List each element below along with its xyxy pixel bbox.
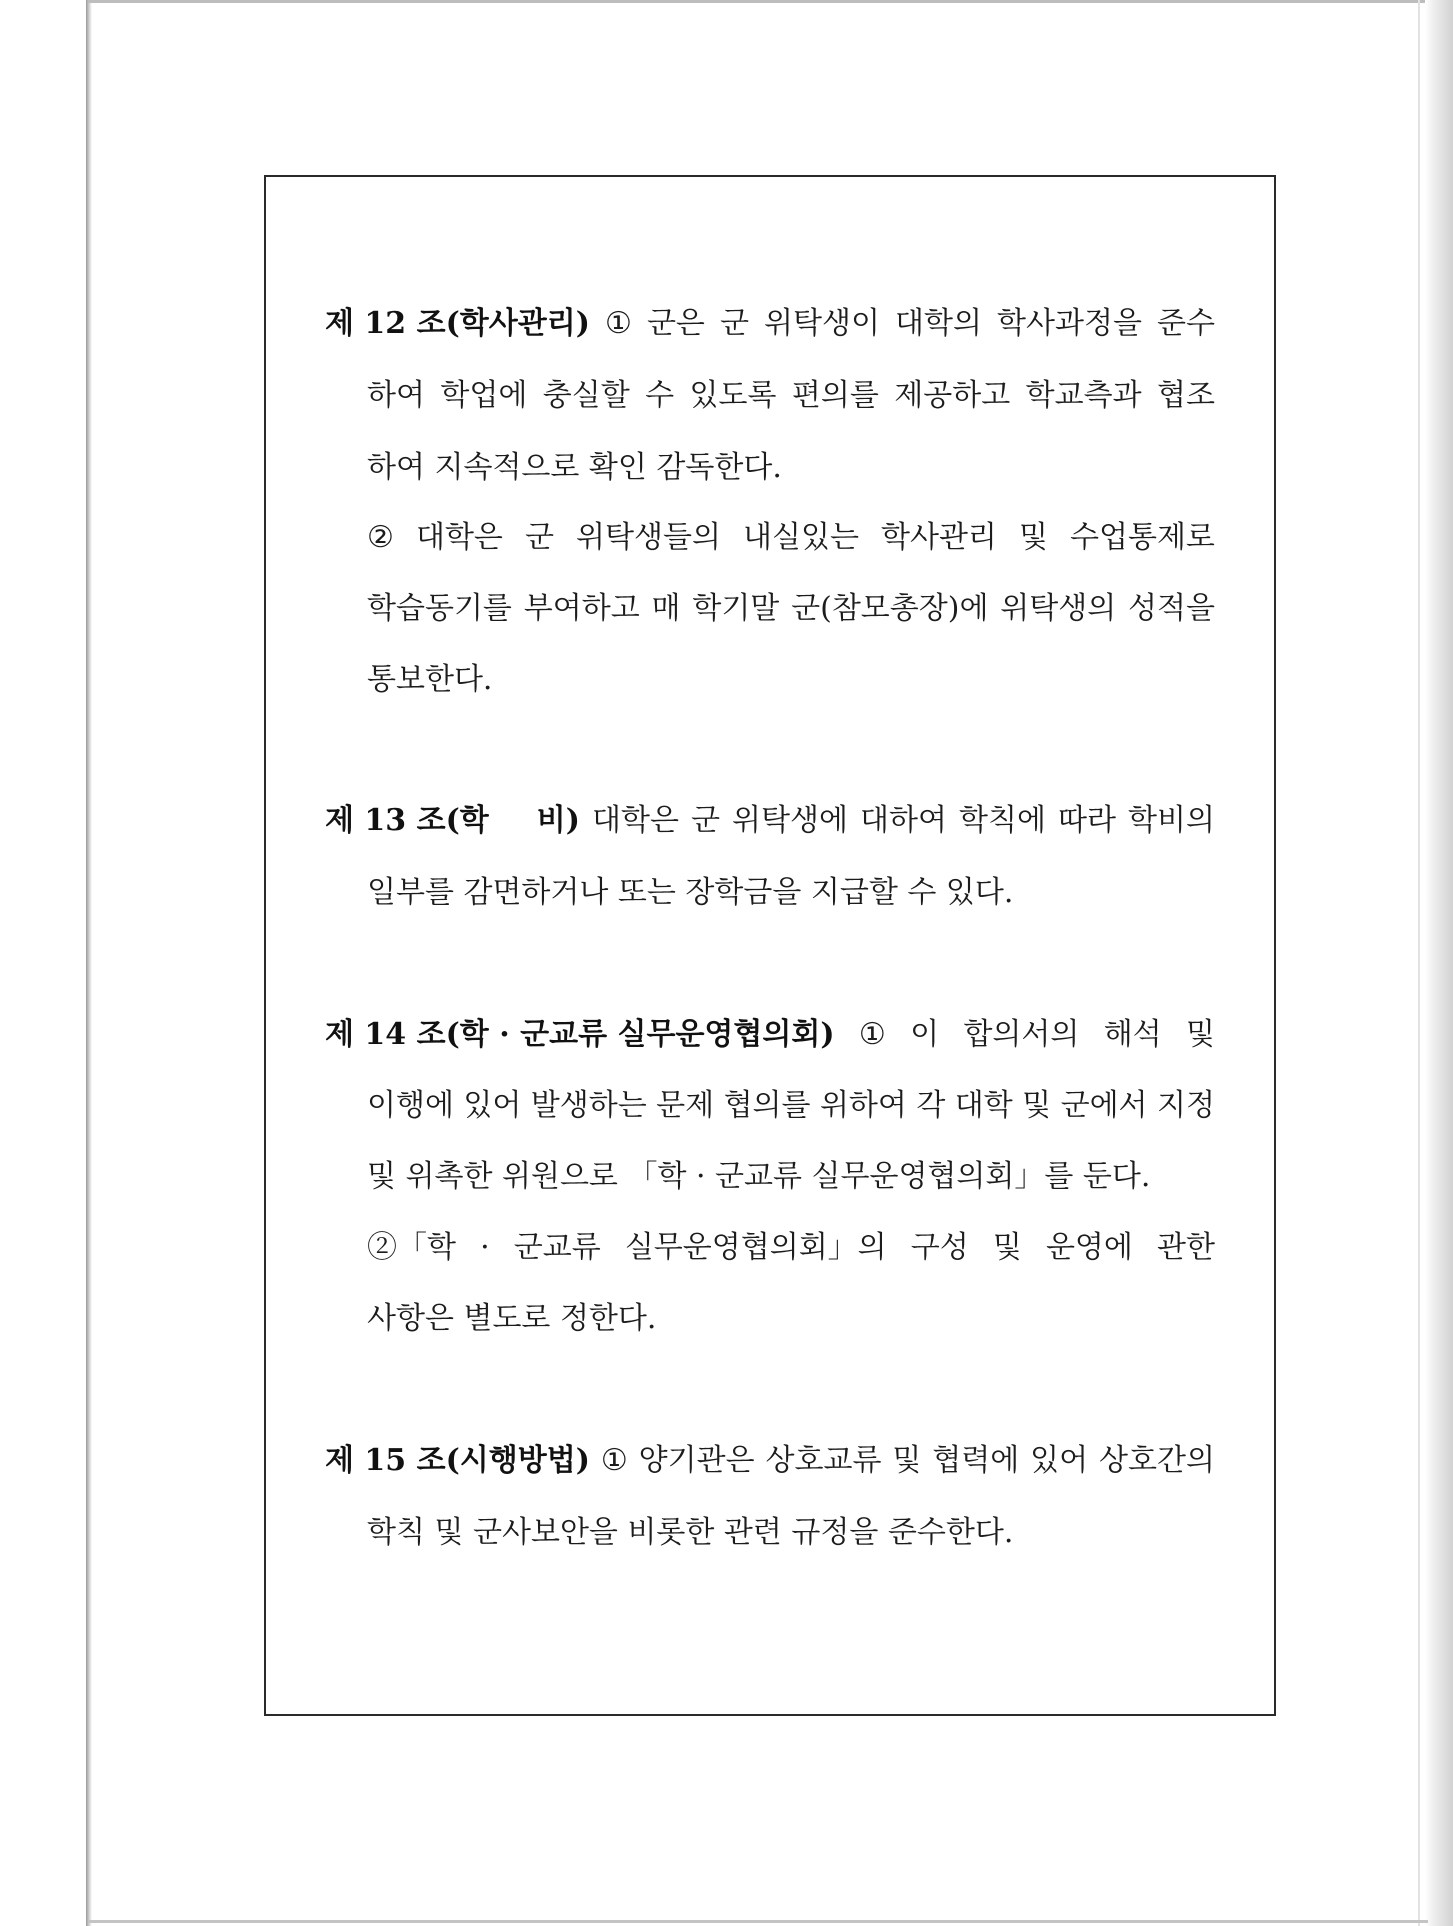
article-12-line-2 <box>367 376 1215 416</box>
article-12-label: 제 12 조(학사관리) <box>325 306 590 341</box>
word: 군 <box>691 803 720 838</box>
article-15-line-2: 학칙 및 군사보안을 비롯한 관련 규정을 준수한다. <box>367 1515 1014 1550</box>
word: 학기말 <box>692 591 780 626</box>
article-12-clause-1-marker: ① <box>604 306 632 341</box>
word: 학칙에 <box>959 803 1046 838</box>
word: 수업통제로 <box>1070 520 1215 555</box>
word: 운영에 <box>1045 1230 1133 1265</box>
article-14-clause-2-line-2: 사항은 별도로 정한다. <box>367 1301 657 1336</box>
word: 위탁생에 <box>732 803 848 838</box>
word: 양기관은 <box>638 1443 755 1478</box>
word: 이 <box>910 1017 940 1052</box>
word: 위하여 <box>819 1088 907 1123</box>
word: 수 <box>645 378 675 413</box>
word: 위탁생들의 <box>576 520 721 555</box>
word: 대하여 <box>860 803 947 838</box>
article-12-line-3: 하여 지속적으로 확인 감독한다. <box>367 450 782 485</box>
word: 학비의 <box>1128 803 1215 838</box>
word: 학사과정을 <box>997 306 1142 341</box>
article-14-heading-line <box>325 1015 1215 1055</box>
word: 각 <box>916 1088 946 1123</box>
word: 대학은 <box>592 803 679 838</box>
word: ②「학 <box>367 1230 456 1265</box>
article-14-label: 제 14 조(학 · 군교류 실무운영협의회) <box>325 1017 835 1052</box>
article-14-line-2 <box>367 1086 1215 1126</box>
article-13-line-2: 일부를 감면하거나 또는 장학금을 지급할 수 있다. <box>367 875 1014 910</box>
word: 군에서 <box>1060 1088 1148 1123</box>
word: 매 <box>651 591 681 626</box>
article-12-clause-2-line-1 <box>367 518 1215 558</box>
word: 준수 <box>1157 306 1215 341</box>
word: 대학은 <box>415 520 503 555</box>
word: 있도록 <box>689 378 777 413</box>
word: 상호간의 <box>1099 1443 1215 1478</box>
word: 상호교류 <box>765 1443 882 1478</box>
word: 협력에 <box>932 1443 1020 1478</box>
word: 관한 <box>1157 1230 1215 1265</box>
article-15-heading-line <box>325 1441 1215 1481</box>
word: 군교류 <box>513 1230 601 1265</box>
word: 합의서의 <box>963 1017 1080 1052</box>
word: 있어 <box>1030 1443 1089 1478</box>
word: 및 <box>892 1443 922 1478</box>
article-15-clause-1-marker: ① <box>600 1443 628 1478</box>
word: 충실할 <box>542 378 630 413</box>
word: 발생하는 <box>530 1088 647 1123</box>
word: 및 <box>992 1230 1022 1265</box>
word: 지정 <box>1156 1088 1215 1123</box>
word: ② <box>367 520 394 555</box>
word: 군(참모총장)에 <box>791 591 989 626</box>
word: 해석 <box>1103 1017 1162 1052</box>
scan-bottom-edge <box>88 1920 1428 1923</box>
word: 군 <box>524 520 554 555</box>
word: 협조 <box>1156 378 1215 413</box>
scan-top-edge <box>88 0 1428 3</box>
word: 문제 <box>656 1088 715 1123</box>
word: 따라 <box>1058 803 1116 838</box>
word: 위탁생이 <box>764 306 880 341</box>
article-13-label: 제 13 조(학 비) <box>325 803 580 838</box>
article-13-heading-line <box>325 801 1215 841</box>
word: 실무운영협의회」의 <box>624 1230 887 1265</box>
word: 군 <box>719 306 749 341</box>
article-15-label: 제 15 조(시행방법) <box>325 1443 590 1478</box>
word: 구성 <box>910 1230 969 1265</box>
word: 학습동기를 <box>367 591 512 626</box>
word: 군은 <box>646 306 705 341</box>
word: 협의를 <box>723 1088 811 1123</box>
scan-right-crease <box>1418 0 1420 1926</box>
word: 하여 <box>367 378 425 413</box>
article-12-heading-line <box>325 304 1215 344</box>
word: 및 <box>1022 1088 1052 1123</box>
word: 내실있는 <box>743 520 859 555</box>
article-12-clause-2-line-2 <box>367 589 1215 629</box>
word: 부여하고 <box>523 591 640 626</box>
scan-right-edge <box>1425 0 1453 1926</box>
word: 및 <box>1018 520 1048 555</box>
word: 편의를 <box>791 378 879 413</box>
word: 성적을 <box>1128 591 1215 626</box>
word: 위탁생의 <box>1000 591 1117 626</box>
word: 있어 <box>463 1088 522 1123</box>
word: 제공하고 <box>894 378 1011 413</box>
word: 대학의 <box>895 306 982 341</box>
scan-left-edge <box>86 0 92 1926</box>
word: · <box>480 1230 490 1265</box>
word: 학업에 <box>440 378 528 413</box>
article-14-clause-2-line-1 <box>367 1228 1215 1268</box>
word: 이행에 <box>367 1088 454 1123</box>
word: 대학 <box>954 1088 1013 1123</box>
word: 학교측과 <box>1025 378 1142 413</box>
word: 및 <box>1185 1017 1215 1052</box>
article-14-line-3: 및 위촉한 위원으로 「학 · 군교류 실무운영협의회」를 둔다. <box>367 1159 1151 1194</box>
word: 학사관리 <box>880 520 997 555</box>
article-12-clause-2-line-3: 통보한다. <box>367 662 493 697</box>
article-14-clause-1-marker: ① <box>858 1017 886 1052</box>
